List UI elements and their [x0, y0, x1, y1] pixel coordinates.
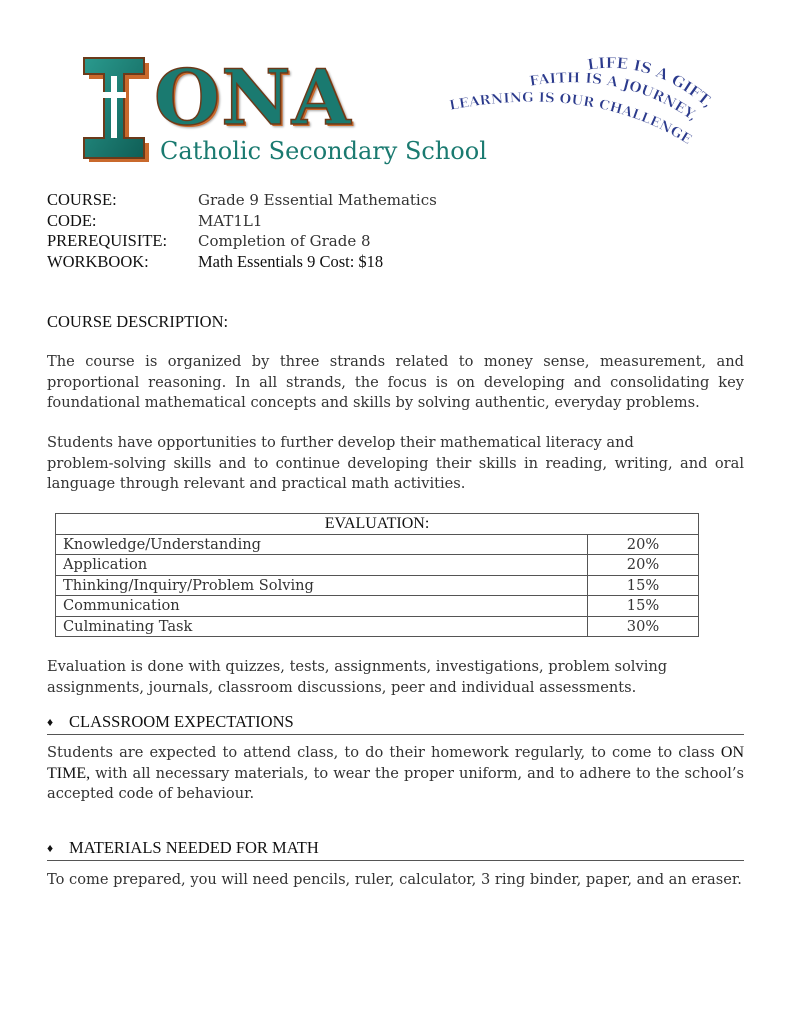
- description-paragraph-1: [47, 352, 744, 414]
- course-value: Grade 9 Essential Mathematics: [198, 191, 437, 209]
- description-paragraph-2: [47, 433, 744, 495]
- evaluation-category: Knowledge/Understanding: [56, 534, 588, 555]
- table-row: [56, 534, 699, 555]
- expectations-paragraph: [47, 743, 744, 805]
- evaluation-weight: 30%: [588, 616, 699, 637]
- prerequisite-label: PREREQUISITE:: [47, 231, 168, 250]
- materials-heading: [47, 838, 744, 861]
- code-value: MAT1L1: [198, 211, 263, 230]
- evaluation-weight: 15%: [588, 575, 699, 596]
- course-description-heading: COURSE DESCRIPTION:: [47, 312, 229, 331]
- evaluation-category: Communication: [56, 596, 588, 617]
- motto-line-1: LIFE IS A GIFT,: [586, 54, 717, 112]
- materials-title: MATERIALS NEEDED FOR MATH: [69, 838, 319, 857]
- prerequisite-value: Completion of Grade 8: [198, 232, 371, 250]
- evaluation-note: [47, 657, 744, 698]
- materials-paragraph: To come prepared, you will need pencils, ruler, calculator, 3 ring binder, paper, and an eraser.: [47, 871, 742, 888]
- on-time-emphasis: ON TIME,: [47, 744, 744, 782]
- classroom-expectations-title: CLASSROOM EXPECTATIONS: [69, 712, 294, 731]
- materials-text: [47, 870, 744, 891]
- expectations-text-after: with all necessary materials, to wear the proper uniform, and to adhere to the school’s accepted code of behaviour.: [47, 764, 744, 802]
- evaluation-table: [55, 513, 699, 637]
- diamond-bullet-icon: ♦: [47, 715, 54, 729]
- classroom-expectations-text: [47, 743, 744, 805]
- classroom-expectations-heading: [47, 712, 744, 735]
- evaluation-weight: 20%: [588, 534, 699, 555]
- evaluation-category: Application: [56, 555, 588, 576]
- evaluation-heading: EVALUATION:: [56, 514, 699, 535]
- evaluation-header-row: [56, 514, 699, 535]
- motto-line-2: FAITH IS A JOURNEY,: [528, 70, 701, 125]
- description-text-2b: problem-solving skills and to continue developing their skills in reading, writing, and oral language through relevant and practical math activities.: [47, 454, 744, 492]
- table-row: [56, 596, 699, 617]
- table-row: [56, 555, 699, 576]
- evaluation-note-text: Evaluation is done with quizzes, tests, assignments, investigations, problem solving assignments, journals, classroom discussions, peer and individual assessments.: [47, 658, 668, 696]
- motto-line-3: LEARNING IS OUR CHALLENGE: [448, 89, 695, 148]
- evaluation-category: Thinking/Inquiry/Problem Solving: [56, 575, 588, 596]
- code-label: CODE:: [47, 210, 97, 230]
- expectations-text-before: Students are expected to attend class, to do their homework regularly, to come to class: [47, 744, 721, 761]
- course-label: COURSE:: [47, 190, 117, 209]
- diamond-bullet-icon: ♦: [47, 841, 54, 855]
- logo-wordmark: ONA: [154, 53, 352, 142]
- description-text-1: The course is organized by three strands related to money sense, measurement, and proportional reasoning. In all strands, the focus is on developing and consolidating key foundational mathematical concepts and skills by solving authentic, everyday problems.: [47, 353, 744, 411]
- table-row: [56, 616, 699, 637]
- cross-i-logo-mark: [80, 54, 150, 162]
- evaluation-category: Culminating Task: [56, 616, 588, 637]
- school-name: Catholic Secondary School: [160, 137, 487, 165]
- table-row: [56, 575, 699, 596]
- evaluation-weight: 20%: [588, 555, 699, 576]
- school-motto: [448, 48, 738, 168]
- evaluation-weight: 15%: [588, 596, 699, 617]
- workbook-label: WORKBOOK:: [47, 251, 149, 271]
- workbook-value: Math Essentials 9 Cost: $18: [198, 251, 384, 271]
- description-text-2a: Students have opportunities to further develop their mathematical literacy and: [47, 434, 634, 451]
